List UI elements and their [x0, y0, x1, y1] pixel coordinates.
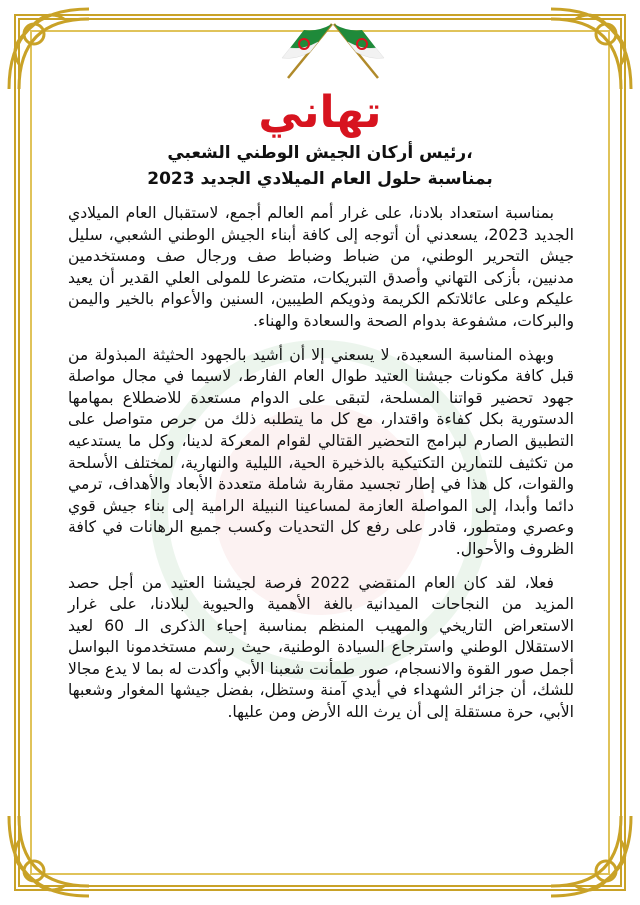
algerian-flag-icon	[334, 24, 384, 78]
paragraph: بمناسبة استعداد بلادنا، على غرار أمم العالم أجمع، لاستقبال العام الميلادي الجديد 2023، يسعدني أن أتوجه إلى كافة أبناء الجيش الوطني الشعبي، سليل جيش التحرير الوطني، من ضباط وضباط صف ورجال صف ومستخدمين مدنيين، بأزكى التهاني وأصدق التبريكات، متضرعا للمولى العلي القدير أن يعيد عليكم وعلى عائلاتكم الكريمة وذويكم الطيبين، السنين والأعوام بالخير واليمن والبركات، مشفوعة بدوام الصحة والسعادة والهناء.	[68, 204, 574, 330]
ornament-corner-icon	[4, 811, 94, 901]
subtitle-line-2: بمناسبة حلول العام الميلادي الجديد 2023	[147, 169, 493, 189]
paragraph: وبهذه المناسبة السعيدة، لا يسعني إلا أن أشيد بالجهود الحثيثة المبذولة من قبل كافة مكونات جيشنا العتيد طوال العام الفارط، لاسيما في مجال مواصلة جهود تحضير قواتنا المسلحة، لتبقى على الدوام مستعدة للاضطلاع بمهامها الدستورية بكل كفاءة واقتدار، مع كل ما يتطلبه ذلك من حرص متواصل على التطبيق الصارم لبرامج التحضير القتالي لقوام المعركة لدينا، وكل ما يستدعيه من تكثيف للتمارين التكتيكية بالذخيرة الحية، الليلية والنهارية، لمختلف الأسلحة والقوات، كل هذا في إطار تجسيد مقاربة شاملة متعددة الأبعاد والأهداف، ترمي دائما وأبدا، إلى المواصلة العازمة لمساعينا النبيلة الرامية إلى بناء جيش قوي وعصري ومتطور، قادر على رفع كل التحديات وكسب جميع الرهانات في كافة الظروف والأحوال.	[68, 345, 574, 558]
algerian-flags	[268, 18, 398, 80]
page-title: تهاني	[258, 87, 382, 138]
ornament-corner-icon	[546, 4, 636, 94]
letter-body	[68, 203, 574, 736]
algerian-flag-icon	[282, 24, 332, 78]
ornament-corner-icon	[546, 811, 636, 901]
subtitle-line-1: رئيس أركان الجيش الوطني الشعبي،	[167, 143, 473, 163]
ornament-corner-icon	[4, 4, 94, 94]
paragraph: فعلا، لقد كان العام المنقضي 2022 فرصة لجيشنا العتيد من أجل حصد المزيد من النجاحات الميدانية بالغة الأهمية والحيوية لبلادنا، على غرار الاستعراض التاريخي والمهيب المنظم بمناسبة إحياء الذكرى الـ 60 لعيد الاستقلال الوطني واسترجاع السيادة الوطنية، حيث رسم مستخدمونا البواسل أجمل صور القوة والانسجام، صور طمأنت شعبنا الأبي وأكدت له بما لا يدع مجالا للشك، أن جزائر الشهداء في أيدي آمنة وستظل، بفضل جيشها المغوار وشعبها الأبي، حرة مستقلة إلى أن يرث الله الأرض ومن عليها.	[68, 573, 575, 722]
